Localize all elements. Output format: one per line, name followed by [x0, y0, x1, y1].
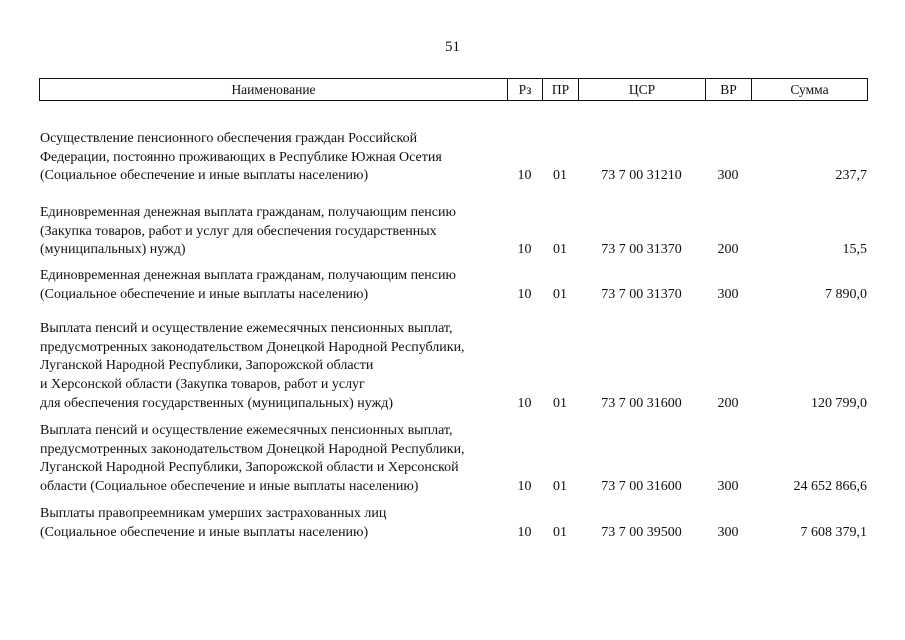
row-name-line: для обеспечения государственных (муниципальных) нужд)	[40, 395, 394, 411]
header-pr: ПР	[543, 79, 579, 101]
row-name-line: (муниципальных) нужд)	[40, 242, 186, 258]
row-rz: 10	[517, 479, 532, 495]
row-name	[40, 320, 510, 414]
row-sum: 120 799,0	[811, 395, 867, 411]
header-rz: Рз	[508, 79, 543, 101]
row-vr: 300	[717, 479, 739, 495]
row-name-line: (Социальное обеспечение и иные выплаты населению)	[40, 286, 369, 302]
row-name-line: Федерации, постоянно проживающих в Республике Южная Осетия	[40, 149, 442, 165]
row-sum: 7 608 379,1	[800, 524, 867, 540]
table-row	[39, 320, 867, 414]
row-rz: 10	[517, 286, 532, 302]
row-name	[40, 267, 510, 304]
row-name-line: и Херсонской области (Закупка товаров, работ и услуг	[40, 377, 365, 393]
row-rz: 10	[517, 242, 532, 258]
row-name-line: (Социальное обеспечение и иные выплаты населению)	[40, 168, 369, 184]
row-vr: 200	[717, 395, 739, 411]
row-sum: 237,7	[835, 168, 867, 184]
header-name: Наименование	[40, 79, 508, 101]
row-name	[40, 422, 510, 497]
table-row	[39, 422, 867, 497]
row-csr: 73 7 00 39500	[601, 524, 682, 540]
row-sum: 24 652 866,6	[793, 479, 867, 495]
row-name-line: Выплата пенсий и осуществление ежемесячных пенсионных выплат,	[40, 321, 453, 336]
row-name	[40, 204, 510, 260]
row-name-line: (Закупка товаров, работ и услуг для обеспечения государственных	[40, 223, 437, 239]
table-row	[39, 130, 867, 186]
header-sum: Сумма	[752, 79, 868, 101]
table-row	[39, 505, 867, 542]
row-name-line: области (Социальное обеспечение и иные выплаты населению)	[40, 479, 419, 495]
row-vr: 300	[717, 168, 739, 184]
row-name-line: Осуществление пенсионного обеспечения граждан Российской	[40, 131, 418, 146]
row-name-line: Луганской Народной Республики, Запорожской области и Херсонской	[40, 460, 459, 476]
row-rz: 10	[517, 524, 532, 540]
page-number: 51	[445, 39, 460, 55]
row-name-line: (Социальное обеспечение и иные выплаты населению)	[40, 524, 369, 540]
table-header	[39, 78, 868, 101]
row-rz: 10	[517, 395, 532, 411]
row-csr: 73 7 00 31600	[601, 395, 682, 411]
row-pr: 01	[553, 395, 567, 411]
header-csr: ЦСР	[579, 79, 706, 101]
row-name-line: предусмотренных законодательством Донецкой Народной Республики,	[40, 339, 465, 355]
row-vr: 200	[717, 242, 739, 258]
row-pr: 01	[553, 168, 567, 184]
row-name-line: Выплата пенсий и осуществление ежемесячных пенсионных выплат,	[40, 423, 453, 438]
row-csr: 73 7 00 31370	[601, 242, 682, 258]
row-csr: 73 7 00 31210	[601, 168, 682, 184]
row-csr: 73 7 00 31600	[601, 479, 682, 495]
row-vr: 300	[717, 286, 739, 302]
row-name	[40, 505, 510, 542]
table-row	[39, 267, 867, 304]
row-sum: 7 890,0	[825, 286, 867, 302]
row-name-line: Единовременная денежная выплата гражданам, получающим пенсию	[40, 268, 456, 283]
row-rz: 10	[517, 168, 532, 184]
table-row	[39, 204, 867, 260]
row-pr: 01	[553, 242, 567, 258]
row-csr: 73 7 00 31370	[601, 286, 682, 302]
row-name-line: Единовременная денежная выплата гражданам, получающим пенсию	[40, 205, 456, 220]
row-vr: 300	[717, 524, 739, 540]
row-name-line: предусмотренных законодательством Донецкой Народной Республики,	[40, 441, 465, 457]
row-name	[40, 130, 510, 186]
header-vr: ВР	[706, 79, 752, 101]
row-pr: 01	[553, 479, 567, 495]
row-pr: 01	[553, 286, 567, 302]
row-name-line: Луганской Народной Республики, Запорожской области	[40, 358, 374, 374]
row-name-line: Выплаты правопреемникам умерших застрахованных лиц	[40, 506, 387, 521]
row-sum: 15,5	[842, 242, 867, 258]
row-pr: 01	[553, 524, 567, 540]
